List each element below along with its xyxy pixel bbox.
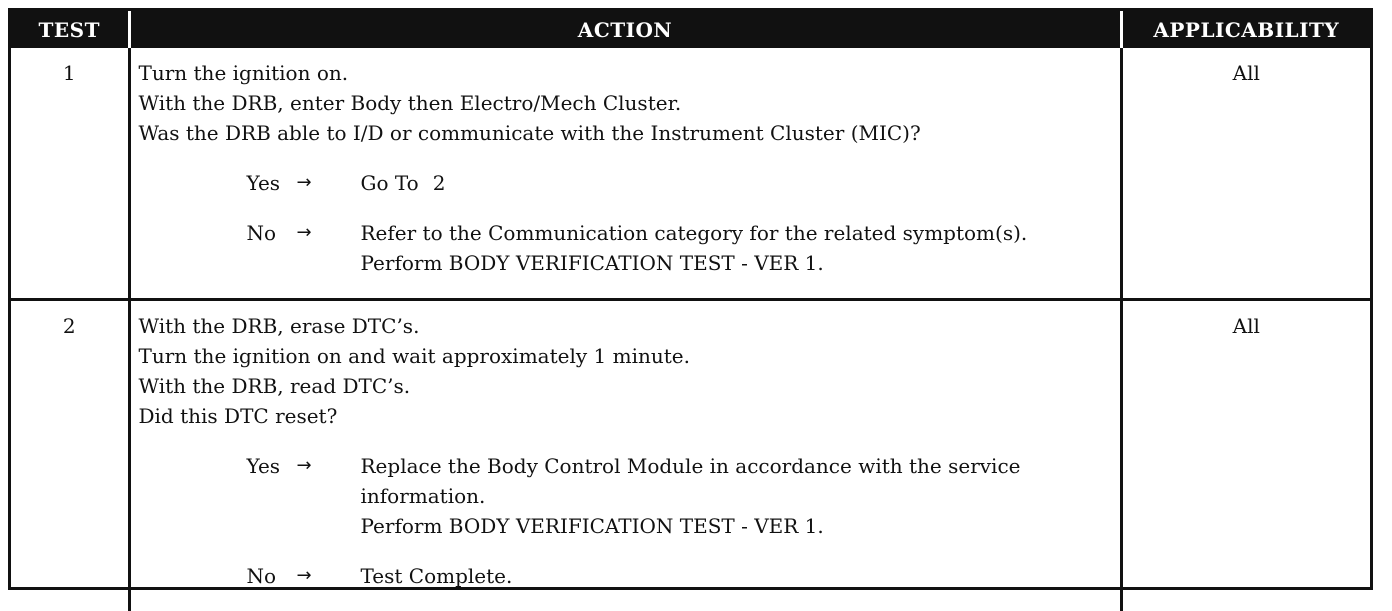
answer-label: No bbox=[247, 218, 295, 248]
goto-label: Go To bbox=[361, 171, 419, 195]
action-step: With the DRB, read DTC’s. bbox=[139, 371, 1114, 401]
right-arrow-icon: → bbox=[295, 561, 361, 591]
action-step: Turn the ignition on. bbox=[139, 58, 1114, 88]
answer-label: No bbox=[247, 561, 295, 591]
action-step: Was the DRB able to I/D or communicate with the Instrument Cluster (MIC)? bbox=[139, 118, 1114, 148]
answer-line: information. bbox=[361, 481, 1114, 511]
table-row bbox=[11, 48, 1370, 300]
answer-yes bbox=[139, 168, 1114, 198]
header-action: ACTION bbox=[129, 11, 1121, 48]
test-number: 2 bbox=[11, 300, 129, 611]
answer-no bbox=[139, 561, 1114, 591]
test-table bbox=[11, 11, 1370, 611]
answer-text bbox=[361, 451, 1114, 541]
answer-line: Test Complete. bbox=[361, 561, 1114, 591]
answer-yes bbox=[139, 451, 1114, 541]
action-step: With the DRB, enter Body then Electro/Mech Cluster. bbox=[139, 88, 1114, 118]
answer-text bbox=[361, 561, 1114, 591]
answer-line: Perform BODY VERIFICATION TEST - VER 1. bbox=[361, 248, 1114, 278]
action-cell bbox=[129, 300, 1121, 611]
table-row bbox=[11, 300, 1370, 611]
right-arrow-icon: → bbox=[295, 168, 361, 198]
answer-label: Yes bbox=[247, 168, 295, 198]
applicability-value: All bbox=[1121, 48, 1370, 300]
action-cell bbox=[129, 48, 1121, 300]
answer-line: Refer to the Communication category for the related symptom(s). bbox=[361, 218, 1114, 248]
applicability-value: All bbox=[1121, 300, 1370, 611]
action-step: With the DRB, erase DTC’s. bbox=[139, 311, 1114, 341]
answer-line: Perform BODY VERIFICATION TEST - VER 1. bbox=[361, 511, 1114, 541]
answer-label: Yes bbox=[247, 451, 295, 481]
diagnostic-test-table bbox=[8, 8, 1373, 590]
answer-list bbox=[139, 451, 1114, 591]
right-arrow-icon: → bbox=[295, 451, 361, 481]
test-number: 1 bbox=[11, 48, 129, 300]
header-applicability: APPLICABILITY bbox=[1121, 11, 1370, 48]
header-row bbox=[11, 11, 1370, 48]
answer-text bbox=[361, 168, 1114, 198]
goto-test-link: 2 bbox=[433, 171, 446, 195]
answer-text bbox=[361, 218, 1114, 278]
answer-line: Replace the Body Control Module in accordance with the service bbox=[361, 451, 1114, 481]
right-arrow-icon: → bbox=[295, 218, 361, 248]
action-step: Turn the ignition on and wait approximately 1 minute. bbox=[139, 341, 1114, 371]
answer-no bbox=[139, 218, 1114, 278]
action-step: Did this DTC reset? bbox=[139, 401, 1114, 431]
answer-list bbox=[139, 168, 1114, 278]
header-test: TEST bbox=[11, 11, 129, 48]
